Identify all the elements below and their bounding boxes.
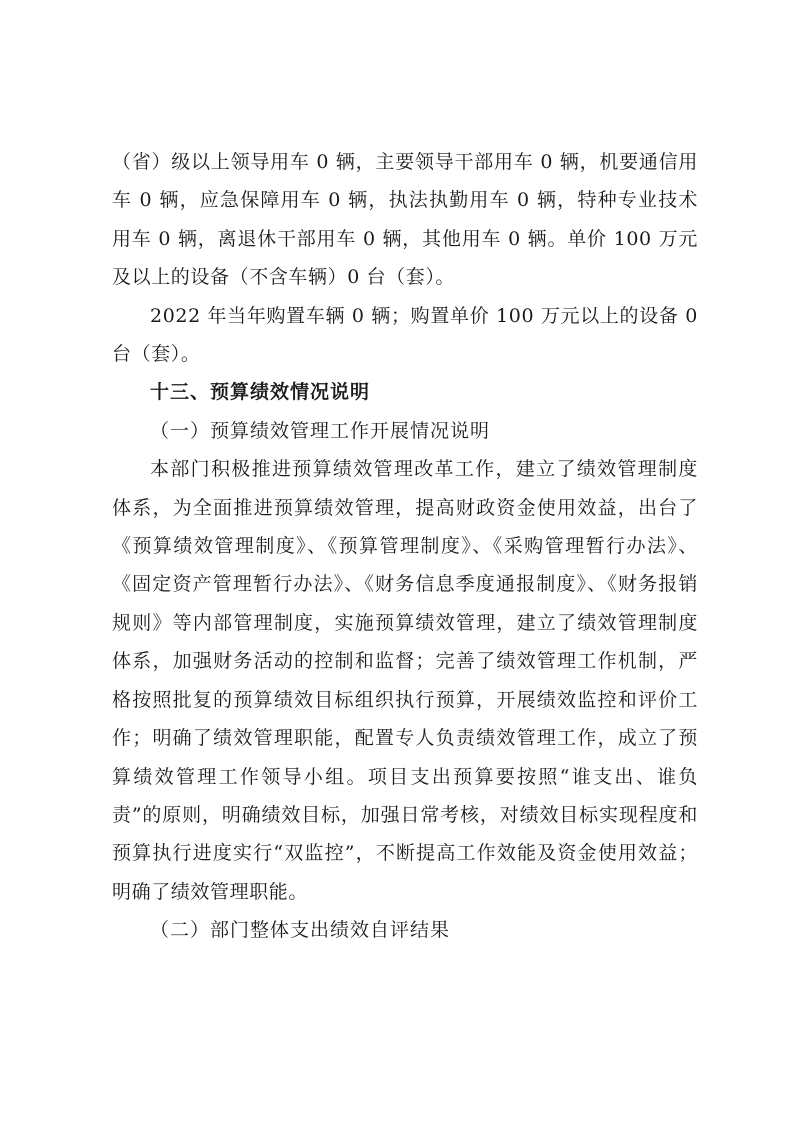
document-body <box>112 143 698 950</box>
paragraph-vehicles: （省）级以上领导用车 0 辆，主要领导干部用车 0 辆，机要通信用车 0 辆，应急保障用车 0 辆，执法执勤用车 0 辆，特种专业技术用车 0 辆，离退休干部用车 0 辆，其他用车 0 辆。单价 100 万元及以上的设备（不含车辆）0 台（套）。 <box>112 151 698 289</box>
subheading-management-work: （一）预算绩效管理工作开展情况说明 <box>150 419 491 442</box>
paragraph-purchase-2022: 2022 年当年购置车辆 0 辆；购置单价 100 万元以上的设备 0 台（套）。 <box>112 304 698 366</box>
section-heading-budget-performance: 十三、预算绩效情况说明 <box>150 381 371 404</box>
subheading-self-evaluation: （二）部门整体支出绩效自评结果 <box>150 919 451 942</box>
paragraph-performance-management: 本部门积极推进预算绩效管理改革工作，建立了绩效管理制度体系，为全面推进预算绩效管理，提高财政资金使用效益，出台了《预算绩效管理制度》、《预算管理制度》、《采购管理暂行办法》、《固定资产管理暂行办法》、《财务信息季度通报制度》、《财务报销规则》等内部管理制度，实施预算绩效管理，建立了绩效管理制度体系，加强财务活动的控制和监督；完善了绩效管理工作机制，严格按照批复的预算绩效目标组织执行预算，开展绩效监控和评价工作；明确了绩效管理职能，配置专人负责绩效管理工作，成立了预算绩效管理工作领导小组。项目支出预算要按照“谁支出、谁负责”的原则，明确绩效目标，加强日常考核，对绩效目标实现程度和预算执行进度实行“双监控”，不断提高工作效能及资金使用效益；明确了绩效管理职能。 <box>112 458 698 903</box>
